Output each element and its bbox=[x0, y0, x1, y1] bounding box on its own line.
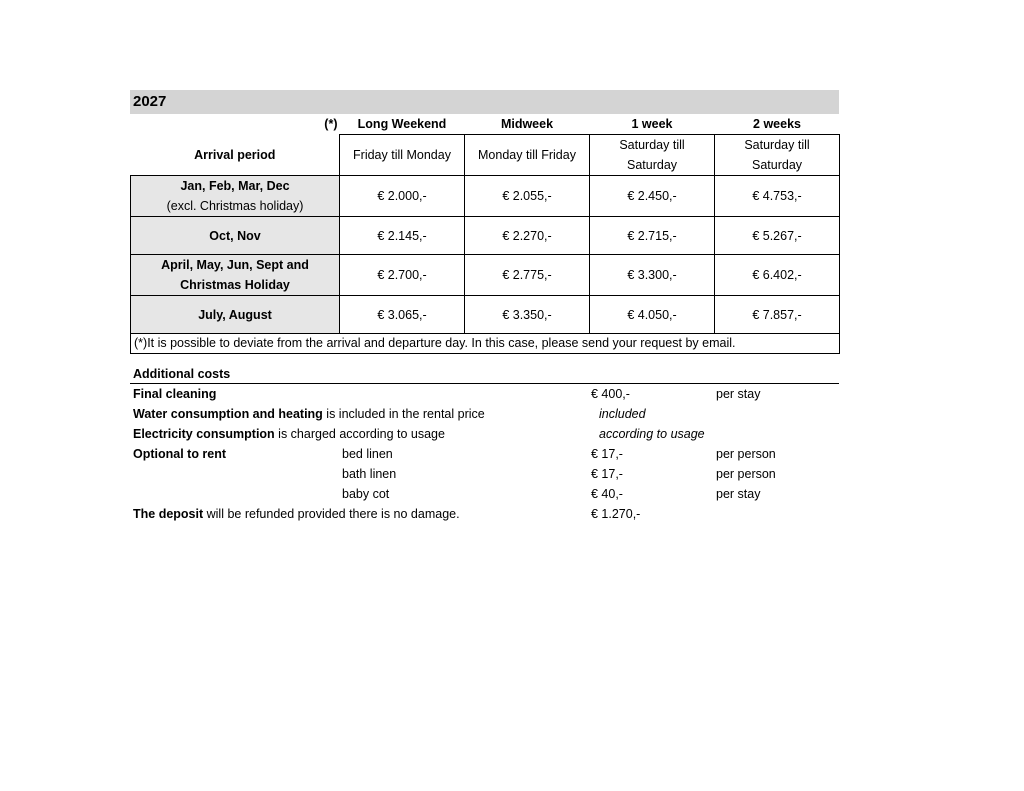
price-cell: € 2.000,- bbox=[340, 176, 465, 217]
year-heading: 2027 bbox=[130, 90, 839, 114]
price-cell: € 5.267,- bbox=[715, 217, 840, 255]
subheader-1-week: Saturday till Saturday bbox=[590, 135, 715, 176]
period-cell: July, August bbox=[131, 296, 340, 334]
period-sublabel: (excl. Christmas holiday) bbox=[166, 199, 304, 213]
price-cell: € 2.700,- bbox=[340, 255, 465, 296]
cost-row-electricity bbox=[130, 424, 839, 444]
price-cell: € 3.350,- bbox=[465, 296, 590, 334]
cost-row-final-cleaning bbox=[130, 384, 839, 404]
cost-value: included bbox=[599, 407, 646, 421]
period-label: Jan, Feb, Mar, Dec bbox=[180, 179, 290, 193]
price-cell: € 2.715,- bbox=[590, 217, 715, 255]
cost-description: is charged according to usage bbox=[274, 427, 445, 441]
cost-row-optional bbox=[130, 484, 839, 504]
optional-item-amount: € 40,- bbox=[591, 487, 623, 501]
cost-description: will be refunded provided there is no damage. bbox=[203, 507, 460, 521]
price-cell: € 2.775,- bbox=[465, 255, 590, 296]
column-header-long-weekend: Long Weekend bbox=[357, 117, 447, 131]
cost-unit: per stay bbox=[716, 387, 761, 401]
optional-item-amount: € 17,- bbox=[591, 467, 623, 481]
subheader-long-weekend: Friday till Monday bbox=[340, 135, 465, 176]
optional-item-name: bath linen bbox=[342, 467, 397, 481]
price-cell: € 2.270,- bbox=[465, 217, 590, 255]
optional-item-unit: per person bbox=[716, 467, 776, 481]
footnote: (*)It is possible to deviate from the arrival and departure day. In this case, please send your request by email. bbox=[131, 334, 840, 354]
column-header-2-weeks: 2 weeks bbox=[753, 117, 801, 131]
period-cell: April, May, Jun, Sept and Christmas Holiday bbox=[131, 255, 340, 296]
price-cell: € 3.065,- bbox=[340, 296, 465, 334]
table-row bbox=[131, 255, 840, 296]
column-header-row bbox=[131, 114, 840, 135]
price-cell: € 4.753,- bbox=[715, 176, 840, 217]
optional-item-name: baby cot bbox=[342, 487, 390, 501]
period-cell: Oct, Nov bbox=[131, 217, 340, 255]
cost-description: is included in the rental price bbox=[322, 407, 485, 421]
optional-item-unit: per stay bbox=[716, 487, 761, 501]
cost-row-water bbox=[130, 404, 839, 424]
arrival-period-header: Arrival period bbox=[194, 147, 276, 162]
cost-label: Final cleaning bbox=[133, 387, 217, 401]
cost-label: Optional to rent bbox=[133, 447, 227, 461]
optional-item-name: bed linen bbox=[342, 447, 393, 461]
price-cell: € 3.300,- bbox=[590, 255, 715, 296]
additional-costs-title: Additional costs bbox=[130, 365, 839, 384]
note-marker: (*) bbox=[324, 117, 338, 132]
period-cell bbox=[131, 176, 340, 217]
price-cell: € 2.145,- bbox=[340, 217, 465, 255]
table-row bbox=[131, 176, 840, 217]
cost-label: Electricity consumption bbox=[133, 427, 275, 441]
price-table bbox=[130, 114, 840, 354]
column-header-midweek: Midweek bbox=[500, 117, 554, 131]
cost-label: The deposit bbox=[133, 507, 204, 521]
price-cell: € 2.450,- bbox=[590, 176, 715, 217]
table-row bbox=[131, 296, 840, 334]
cost-row-optional bbox=[130, 444, 839, 464]
cost-amount: € 1.270,- bbox=[591, 507, 641, 521]
column-header-1-week: 1 week bbox=[631, 117, 673, 131]
cost-row-deposit bbox=[130, 504, 839, 524]
table-row bbox=[131, 217, 840, 255]
cost-value: according to usage bbox=[599, 427, 705, 441]
cost-label: Water consumption and heating bbox=[133, 407, 323, 421]
price-cell: € 4.050,- bbox=[590, 296, 715, 334]
price-cell: € 2.055,- bbox=[465, 176, 590, 217]
subheader-2-weeks: Saturday till Saturday bbox=[715, 135, 840, 176]
cost-amount: € 400,- bbox=[591, 387, 630, 401]
subheader-row bbox=[131, 135, 840, 176]
subheader-midweek: Monday till Friday bbox=[465, 135, 590, 176]
optional-item-amount: € 17,- bbox=[591, 447, 623, 461]
price-sheet bbox=[130, 90, 839, 354]
price-cell: € 7.857,- bbox=[715, 296, 840, 334]
optional-item-unit: per person bbox=[716, 447, 776, 461]
footnote-row bbox=[131, 334, 840, 354]
price-cell: € 6.402,- bbox=[715, 255, 840, 296]
additional-costs bbox=[130, 365, 839, 524]
cost-row-optional bbox=[130, 464, 839, 484]
